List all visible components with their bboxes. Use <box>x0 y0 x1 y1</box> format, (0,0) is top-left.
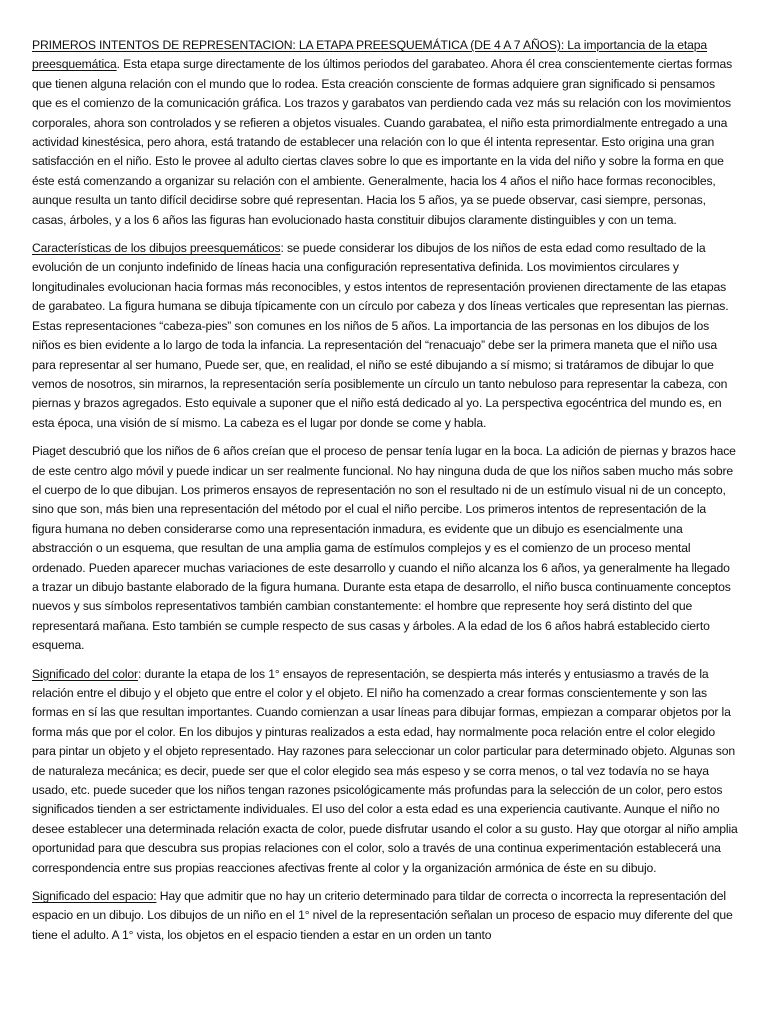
paragraph-text: . Esta etapa surge directamente de los últimos periodos del garabateo. Ahora él crea conscientemente ciertas formas que tienen alguna relación con el mundo que lo rodea. Esta creación consciente de formas adquiere gran significado si pensamos que es el comienzo de la comunicación gráfica. Los trazos y garabatos van perdiendo cada vez más su relación con los movimientos corporales, ahora son controlados y se refieren a objetos visuales. Cuando garabatea, el niño esta primordialmente entregado a una actividad kinestésica, pero ahora, está tratando de establecer una relación con lo que él intenta representar. Esto origina una gran satisfacción en el niño. Esto le provee al adulto ciertas claves sobre lo que es importante en la vida del niño y sobre la forma en que éste está comenzando a organizar su relación con el ambiente. Generalmente, hacia los 4 años el niño hace formas reconocibles, aunque resulta un tanto difícil decidirse sobre qué representan. Hacia los 5 años, ya se puede observar, casi siempre, personas, casas, árboles, y a los 6 años las figuras han evolucionado hasta constituir dibujos claramente distinguibles y con un tema. <box>32 57 733 227</box>
section-heading-caracteristicas: Características de los dibujos preesquemáticos <box>32 241 281 256</box>
paragraph-caracteristicas <box>32 239 738 433</box>
paragraph-text: Piaget descubrió que los niños de 6 años creían que el proceso de pensar tenía lugar en la boca. La adición de piernas y brazos hace de este centro algo móvil y puede indicar un ser realmente funcional. No hay ninguna duda de que los niños saben mucho más sobre el cuerpo de lo que dibujan. Los primeros ensayos de representación no son el resultado ni de un estímulo visual ni de un concepto, sino que son, más bien una representación del método por el cual el niño percibe. Los primeros intentos de representación de la figura humana no deben considerarse como una representación inmadura, es evidente que un dibujo es esencialmente una abstracción o un esquema, que resultan de una amplia gama de estímulos complejos y es el comienzo de un proceso mental ordenado. Pueden aparecer muchas variaciones de este desarrollo y cuando el niño alcanza los 6 años, ya generalmente ha llegado a trazar un dibujo bastante elaborado de la figura humana. Durante esta etapa de desarrollo, el niño busca continuamente conceptos nuevos y sus símbolos representativos también cambian constantemente: el hombre que represente hoy será distinto del que representará mañana. Esto también se cumple respecto de sus casas y árboles. A la edad de los 6 años habrá establecido cierto esquema. <box>32 444 736 653</box>
paragraph-text: Hay que admitir que no hay un criterio determinado para tildar de correcta o incorrecta la representación del espacio en un dibujo. Los dibujos de un niño en el 1° nivel de la representación señalan un proceso de espacio muy diferente del que tiene el adulto. A 1° vista, los objetos en el espacio tienden a estar en un orden un tanto <box>32 889 733 942</box>
paragraph-text: : durante la etapa de los 1° ensayos de representación, se despierta más interés y entusiasmo a través de la relación entre el dibujo y el objeto que entre el color y el objeto. El niño ha comenzado a crear formas conscientemente y son las formas en sí las que resultan importantes. Cuando comienzan a usar líneas para dibujar formas, empiezan a comparar objetos por la forma más que por el color. En los dibujos y pinturas realizados a esta edad, hay normalmente poca relación entre el color elegido para pintar un objeto y el objeto representado. Hay razones para seleccionar un color particular para determinado objeto. Algunas son de naturaleza mecánica; es decir, puede ser que el color elegido sea más espeso y se corra menos, o tal vez todavía no se haya usado, etc. puede suceder que los niños tengan razones psicológicamente más profundas para la selección de un color, pero estos significados tienden a ser estrictamente individuales. El uso del color a esta edad es una experiencia cautivante. Aunque el niño no desee establecer una determinada relación exacta de color, puede disfrutar usando el color a su gusto. Hay que otorgar al niño amplia oportunidad para que descubra sus propias relaciones con el color, solo a través de una continua experimentación establecerá una correspondencia entre sus propias reacciones afectivas frente al color y la organización armónica de éste en su dibujo. <box>32 666 738 875</box>
section-heading-etapa-preesquematica: PRIMEROS INTENTOS DE REPRESENTACION: LA ETAPA PREESQUEMÁTICA (DE 4 A 7 AÑOS): La importancia de la etapa preesquemática <box>32 38 708 72</box>
section-heading-espacio: Significado del espacio: <box>32 889 157 904</box>
document-page <box>32 36 738 954</box>
paragraph-text: : se puede considerar los dibujos de los niños de esta edad como resultado de la evolución de un conjunto indefinido de líneas hacia una configuración representativa definida. Los movimientos circulares y longitudinales evolucionan hacia formas más reconocibles, y estos intentos de representación provienen directamente de las etapas de garabateo. La figura humana se dibuja típicamente con un círculo por cabeza y dos líneas verticales que representan las piernas. Estas representaciones “cabeza-pies” son comunes en los niños de 5 años. La importancia de las personas en los dibujos de los niños es bien evidente a lo largo de toda la infancia. La representación del “renacuajo” debe ser la primera maneta que el niño usa para representar al ser humano, Puede ser, que, en realidad, el niño se esté dibujando a sí mismo; si tratáramos de dibujar lo que vemos de nosotros, sin mirarnos, la representación sería posiblemente un círculo un tanto nebuloso para representar la cabeza, con piernas y brazos agregados. Esto equivale a suponer que el niño está dedicado al yo. La perspectiva egocéntrica del mundo es, en esta época, una visión de sí mismo. La cabeza es el lugar por donde se come y habla. <box>32 241 729 430</box>
paragraph-color <box>32 665 738 878</box>
paragraph-piaget <box>32 442 738 655</box>
paragraph-espacio <box>32 887 738 945</box>
section-heading-color: Significado del color <box>32 666 138 681</box>
paragraph-intro <box>32 36 738 230</box>
